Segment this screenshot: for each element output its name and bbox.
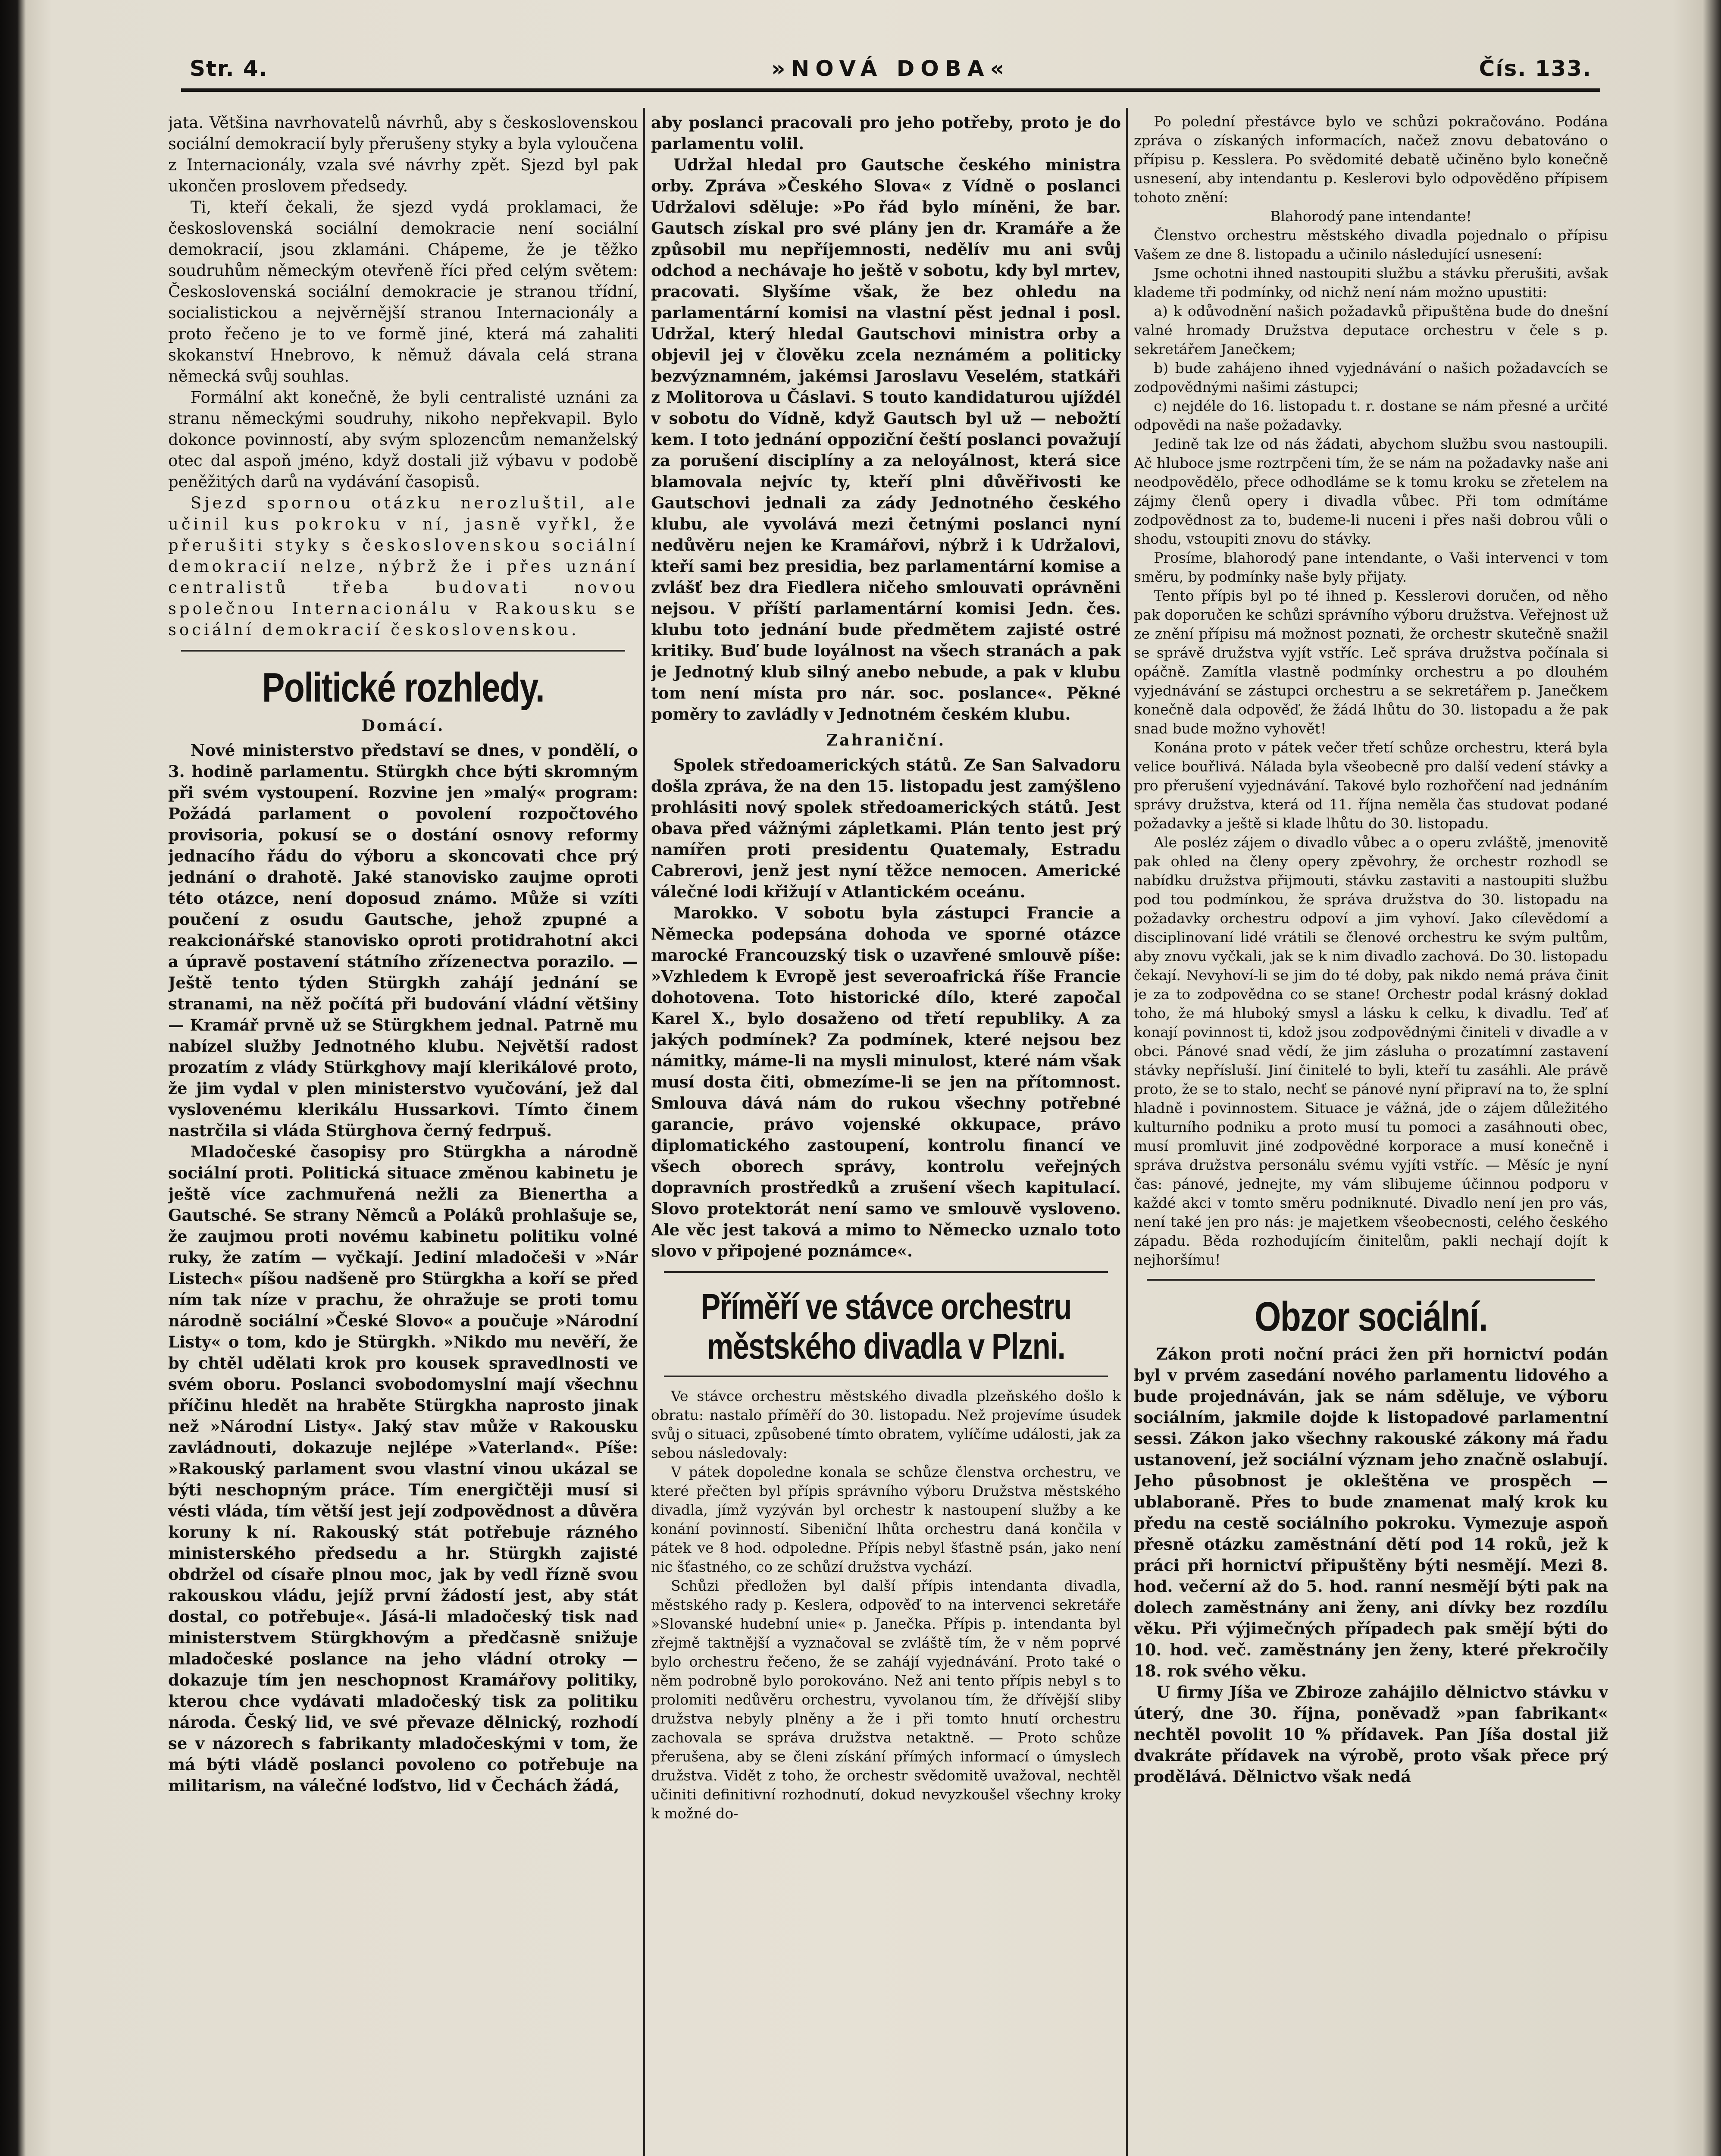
- column-3: [1134, 112, 1608, 2156]
- section-heading: Politické rozhledy.: [262, 664, 544, 711]
- paragraph: U firmy Jíša ve Zbiroze zahájilo dělnictvo stávku v úterý, dne 30. října, poněvadž »pan fabrikant« nechtěl povolit 10 % přídavek. Pan Jíša dostal již dvakráte přídavek na výrobě, proto však přece prý prodělává. Dělnictvo však nedá: [1134, 1683, 1608, 1786]
- section-divider: [1147, 1279, 1595, 1281]
- paragraph: Členstvo orchestru městského divadla pojednalo o přípisu Vašem ze dne 8. listopadu a učinilo následující usnesení:: [1134, 227, 1608, 263]
- column-2: [651, 112, 1121, 2156]
- paragraph: Tento přípis byl po té ihned p. Kesslerovi doručen, od něho pak doporučen ke schůzi správního výboru družstva. Veřejnost už ze znění přípisu má možnost poznati, že orchestr skutečně snažil se správě družstva vyjít vstříc. Leč správa družstva počínala si opáčně. Zamítla vlastně podmínky orchestru a po dlouhém vyjednávání se zástupci orchestru a se sekretářem p. Janečkem konečně dala odpověď, že žádá lhůtu do 30. listopadu a že pak snad bude možno vyhovět!: [1134, 587, 1608, 737]
- paragraph: Spolek středoamerických států. Ze San Salvadoru došla zpráva, že na den 15. listopadu jest zamýšleno prohlásiti nový spolek středoamerických států. Jest obava před vážnými zápletkami. Plán tento jest prý namířen proti presidentu Quatemaly, Estradu Cabrerovi, jenž jest nyní těžce nemocen. Americké válečné lodi křižují v Atlantickém oceánu.: [651, 755, 1121, 901]
- paragraph: Formální akt konečně, že byli centralisté uznáni za stranu německými soudruhy, nikoho nepřekvapil. Bylo dokonce povinností, aby svým splozencům nemanželský otec dal aspoň jméno, když dostali již výbavu v podobě peněžitých darů na vydávání časopisů.: [168, 388, 638, 491]
- paragraph: Sjezd spornou otázku nerozluštil, ale učinil kus pokroku v ní, jasně vyřkl, že přerušiti styky s československou sociální demokracií nelze, nýbrž že i přes uznání centralistů třeba budovati novou společnou Internacionálu v Rakousku se sociální demokracií československou.: [168, 494, 638, 639]
- page-header: [190, 52, 1592, 86]
- paragraph: aby poslanci pracovali pro jeho potřeby, proto je do parlamentu volil.: [651, 113, 1121, 153]
- paragraph: Nové ministerstvo představí se dnes, v pondělí, o 3. hodině parlamentu. Stürgkh chce býti skromným při svém vystoupení. Rozvine jen »malý« program: Požádá parlament o povolení rozpočtového provisoria, pokusí se o dostání osnovy reformy jednacího řádu do výboru a skoncovati chce prý jednání o drahotě. Jaké stanovisko zaujme oproti této otázce, není doposud známo. Může si vzíti poučení z osudu Gautsche, jehož zpupné a reakcionářské stanovisko oproti protidrahotní akci a úpravě postavení státního zřízenectva porazilo. — Ještě tento týden Stürgkh zahájí jednání se stranami, na něž počítá při budování vládní většiny — Kramář prvně už se Stürgkhem jednal. Patrně mu nabízel služby Jednotného klubu. Největší radost prozatím z vlády Stürkghovy mají klerikálové proto, že jim vydal v plen ministerstvo vyučování, jež dal vyslovenému klerikálu Hussarkovi. Tímto činem nastrčila si vláda Stürghova černý fedrpuš.: [168, 741, 638, 1140]
- page-number: Str. 4.: [190, 56, 268, 81]
- paragraph: V pátek dopoledne konala se schůze členstva orchestru, ve které přečten byl přípis správního výboru Družstva městského divadla, jímž vyzýván byl orchestr k nastoupení služby a ke konání povinností. Sibeniční lhůta orchestru daná končila v pátek ve 8 hod. odpoledne. Přípis nebyl šťastně psán, jako není nic šťastného, co ze schůzí družstva vychází.: [651, 1463, 1121, 1575]
- paragraph: Udržal hledal pro Gautsche českého ministra orby. Zpráva »Českého Slova« z Vídně o poslanci Udržalovi sděluje: »Po řád bylo míněni, že bar. Gautsch získal pro své plány jen dr. Kramáře a že způsobil mu nepříjemnosti, nedělív mu ani svůj odchod a nechávaje ho ještě v sobotu, kdy byl mrtev, pracovati. Slyšíme však, že bez ohledu na parlamentární komisi na vlastní pěst jednal i posl. Udržal, který hledal Gautschovi ministra orby a objevil jej v člověku zcela neznámém a politicky bezvýznamném, jakémsi Jaroslavu Veselém, statkáři z Molitorova u Čáslavi. S touto kandidaturou ujíždél v sobotu do Vídně, když Gautsch byl už — nebožtí kem. I toto jednání oppoziční čeští poslanci považují za porušení disciplíny a za neloyálnost, která sice blamovala nejvíc ty, kteří plni důvěřivosti ke Gautschovi jednali za zády Jednotného českého klubu, ale vyvolává mezi četnými poslanci nyní nedůvěru nejen ke Kramářovi, nýbrž i k Udržalovi, kteří sami bez presidia, bez parlamentární komise a zvlášť bez dra Fiedlera ničeho smlouvati oprávněni nejsou. V příští parlamentární komisi Jedn. čes. klubu toto jednání bude předmětem zajisté ostré kritiky. Buď bude loyálnost na všech stranách a pak je Jednotný klub silný anebo nebude, a pak v klubu tom není místa pro nár. soc. poslance«. Pěkné poměry to zavládly v Jednotném českém klubu.: [651, 155, 1121, 724]
- section-divider: [664, 1271, 1108, 1273]
- section-heading: Příměří ve stávce orchestru městského divadla v Plzni.: [701, 1286, 1071, 1366]
- paragraph: a) k odůvodnění našich požadavků připuštěna bude do dnešní valné hromady Družstva deputace orchestru v čele s p. sekretářem Janečkem;: [1134, 303, 1608, 357]
- paragraph: Po polední přestávce bylo ve schůzi pokračováno. Podána zpráva o získaných informacích, načež znovu debatováno o přípisu p. Kesslera. Po svědomité debatě učiněno bylo konečně usnesení, aby intendantu p. Keslerovi bylo odpověděno přípisem tohoto znění:: [1134, 113, 1608, 206]
- paragraph: Konána proto v pátek večer třetí schůze orchestru, která byla velice bouřlivá. Nálada byla všeobecně pro další vedení stávky a pro přerušení vyjednávání. Takové bylo rozhořčení nad jednáním správy družstva, která od 11. října neměla čas studovat podané požadavky a ještě si klade lhůtu do 30. listopadu.: [1134, 739, 1608, 832]
- letter-salutation: Blahorodý pane intendante!: [1270, 208, 1472, 225]
- column-divider-2: [1126, 108, 1128, 2156]
- paragraph: c) nejdéle do 16. listopadu t. r. dostane se nám přesné a určité odpovědi na naše požadavky.: [1134, 398, 1608, 433]
- column-divider-1: [643, 108, 645, 2156]
- section-heading: Obzor sociální.: [1255, 1294, 1487, 1340]
- paragraph: Ale posléz zájem o divadlo vůbec a o operu zvláště, jmenovitě pak ohled na členy opery zpěvohry, že orchestr rozhodl se nabídku družstva přijmouti, stávku zastaviti a nastoupiti službu pod tou podmínkou, že správa družstva do 30. listopadu na požadavky orchestru odpoví a jim vyhoví. Jako cílevědomí a disciplinovaní lidé vrátili se členové orchestru ke svým pultům, aby znovu vyčkali, jak se k nim divadlo zachová. Do 30. listopadu čekají. Nevyhoví-li se jim do té doby, pak nikdo nemá práva činit je za to zodpovědna co se stane! Orchestr podal krásný doklad toho, že má hluboký smysl a lásku k celku, k divadlu. Teď ať konají povinnost ti, kdož jsou zodpovědnými činiteli v divadle a v obci. Pánové snad vědí, že jim zásluha o prozatímní zastavení stávky nepřísluší. Jiní činitelé to byli, kteří tu zasáhli. Ale právě proto, že se to stalo, nechť se pánové nyní připraví na to, že splní hladně i povinnostem. Situace je vážná, jde o zájem důležitého kulturního podniku a proto musí tu pomoci a zasáhnouti obec, musí promluvit jiné zodpovědné korporace a musí konečně i správa družstva personálu svému vyjíti vstříc. — Měsíc je nyní čas: pánové, jednejte, my vám slibujeme účinnou podporu v každé akci v tomto směru podniknuté. Divadlo není jen pro vás, není také jen pro nás: je majetkem všeobecnosti, celého českého západu. Běda rozhodujícím činitelům, pakli nechají dojít k nejhoršímu!: [1134, 834, 1608, 1268]
- masthead-title: »NOVÁ DOBA«: [771, 56, 1010, 81]
- paragraph: jata. Většina navrhovatelů návrhů, aby s československou sociální demokracií byly přerušeny styky a byla vyloučena z Internacionály, vzala své návrhy zpět. Sjezd byl pak ukončen proslovem předsedy.: [168, 113, 638, 195]
- section-divider: [181, 650, 625, 652]
- paragraph: Marokko. V sobotu byla zástupci Francie a Německa podepsána dohoda ve sporné otázce marocké Francouzský tisk o uzavřené smlouvě píše: »Vzhledem k Evropě jest severoafrická říše Francie dohotovena. Toto historické dílo, které započal Karel X., bylo dosaženo od třetí republiky. A za jakých podmínek? Za podmínek, které nejsou bez námitky, máme-li na mysli minulost, které nám však musí dosta čiti, obmezíme-li se jen na přítomnost. Smlouva dává nám do rukou všechny potřebné garancie, právo vojenské okkupace, právo diplomatického zastoupení, kontrolu financí ve všech oborech správy, kontrolu veřejných dopravních prostředků a zrušení všech kapitulací. Slovo protektorát není samo ve smlouvě vysloveno. Ale věc jest taková a mimo to Německo uznalo toto slovo v připojené poznámce«.: [651, 903, 1121, 1260]
- section-subheading: Domácí.: [361, 717, 445, 735]
- issue-number: Čís. 133.: [1479, 56, 1592, 81]
- paragraph: Ti, kteří čekali, že sjezd vydá proklamaci, že československá sociální demokracie není sociální demokracií, jsou zklamáni. Chápeme, že je těžko soudruhům německým otevřeně říci před celým světem: Československá sociální demokracie je stranou třídní, socialistickou a nejvěrnější stranou Internacionály a proto řečeno je to ve formě jiné, která má zahaliti skokanství Hnebrovo, k němuž dávala celá strana německá svůj souhlas.: [168, 198, 638, 385]
- paragraph: Zákon proti noční práci žen při hornictví podán byl v prvém zasedání nového parlamentu lidového a bude projednáván, jak se nám sděluje, ve výboru sociálním, jakmile dojde k listopadové parlamentní sessi. Zákon jako všechny rakouské zákony má řadu ustanovení, jež sociální význam jeho značně oslabují. Jeho působnost je okleštěna ve prospěch — ublaboraně. Přes to bude znamenat malý krok ku předu na cestě sociálního pokroku. Vymezuje aspoň přesně otázku zaměstnání dětí pod 14 roků, jež k práci při hornictví připuštěny býti nesmějí. Mezi 8. hod. večerní až do 5. hod. ranní nesmějí býti pak na dolech zaměstnány ani ženy, ani dívky bez rozdílu věku. Při výjimečných případech pak smějí býti do 10. hod. več. zaměstnány jen ženy, které překročily 18. rok svého věku.: [1134, 1344, 1608, 1680]
- header-rule: [181, 88, 1600, 92]
- paragraph: Jsme ochotni ihned nastoupiti službu a stávku přerušiti, avšak klademe tři podmínky, od nichž není nám možno upustiti:: [1134, 265, 1608, 301]
- paragraph: b) bude zahájeno ihned vyjednávání o našich požadavcích se zodpovědnými našimi zástupci;: [1134, 360, 1608, 395]
- paragraph: Mladočeské časopisy pro Stürgkha a národně sociální proti. Politická situace změnou kabinetu je ještě více zachmuřená nežli za Bienertha a Gautsché. Se strany Němců a Poláků prohlašuje se, že zaujmou proti novému kabinetu politiku volné ruky, že zatím — vyčkají. Jediní mladočeši v »Nár Listech« píšou nadšeně pro Stürgkha a koří se před ním tak níze v prachu, že ohražuje se proti tomu národně sociální »České Slovo« a poučuje »Národní Listy« o tom, kdo je Stürgkh. »Nikdo mu nevěří, že by chtěl udělati krok pro kousek spravedlnosti ve svém oboru. Poslanci svobodomyslní mají všechnu příčinu hledět na hraběte Stürgkha naprosto jinak než »Národní Listy«. Jaký stav může v Rakousku zavládnouti, dokazuje nejlépe »Vaterland«. Píše: »Rakouský parlament svou vlastní vinou ukázal se býti neschopným práce. Tím energičtěji musí si vésti vláda, tím větší jest její zodpovědnost a důvěra koruny k ní. Rakouský stát potřebuje rázného ministerského předsedu a hr. Stürgkh zajisté obdržel od císaře plnou moc, jak by vedl řízně svou rakouskou vládu, jejíž první žádostí jest, aby stát dostal, co potřebuje«. Jásá-li mladočeský tisk nad ministerstvem Stürgkhovým a předčasně snižuje mladočeské poslance na jeho vládní otroky — dokazuje tím jen neschopnost Kramářovy politiky, kterou chce vydávati mladočeský tisk za politiku národa. Český lid, ve své převaze dělnický, rozhodí se v názorech s fabrikanty mladočeskými v tom, že má býti vládě poslanci povoleno co potřebuje na militarism, na válečné loďstvo, lid v Čechách žádá,: [168, 1142, 638, 1795]
- column-1: [168, 112, 638, 2156]
- paragraph: Schůzi předložen byl další přípis intendanta divadla, městského rady p. Keslera, odpověď to na intervenci sekretáře »Slovanské hudební unie« p. Janečka. Přípis p. intendanta byl zřejmě taktnější a vyznačoval se zvláště tím, že v něm poprvé bylo orchestru řečeno, že se zahájí vyjednávání. Proto také o něm podrobně bylo porokováno. Než ani tento přípis nebyl s to prolomiti nedůvěru orchestru, vyvolanou tím, že dřívější sliby družstva nebyly plněny a že i při tomto hnutí orchestru zachovala se správa družstva netaktně. — Proto schůze přerušena, aby se členi získání přímých informací o úmyslech družstva. Vidět z toho, že orchestr svědomitě uvažoval, nechtěl učiniti definitivní rozhodnutí, dokud nevyzkoušel všechny kroky k možné do-: [651, 1577, 1121, 1822]
- section-divider: [664, 1376, 1108, 1377]
- paragraph: Ve stávce orchestru městského divadla plzeňského došlo k obratu: nastalo příměří do 30. listopadu. Než projevíme úsudek svůj o situaci, způsobené tímto obratem, vylíčíme události, jak za sebou následovaly:: [651, 1388, 1121, 1461]
- paragraph: Prosíme, blahorodý pane intendante, o Vaši intervenci v tom směru, by podmínky naše byly přijaty.: [1134, 549, 1608, 585]
- paragraph: Jedině tak lze od nás žádati, abychom službu svou nastoupili. Ač hluboce jsme roztrpčeni tím, že se nám na požadavky naše ani neodpovědělo, přece odhodláme se k tomu kroku se zřetelem na zájmy členů opery i divadla vůbec. Při tom odmítáme zodpovědnost za to, budeme-li nuceni i přes naši dobrou vůli o shodu, vstoupiti znovu do stávky.: [1134, 436, 1608, 547]
- section-subheading: Zahraniční.: [826, 731, 946, 749]
